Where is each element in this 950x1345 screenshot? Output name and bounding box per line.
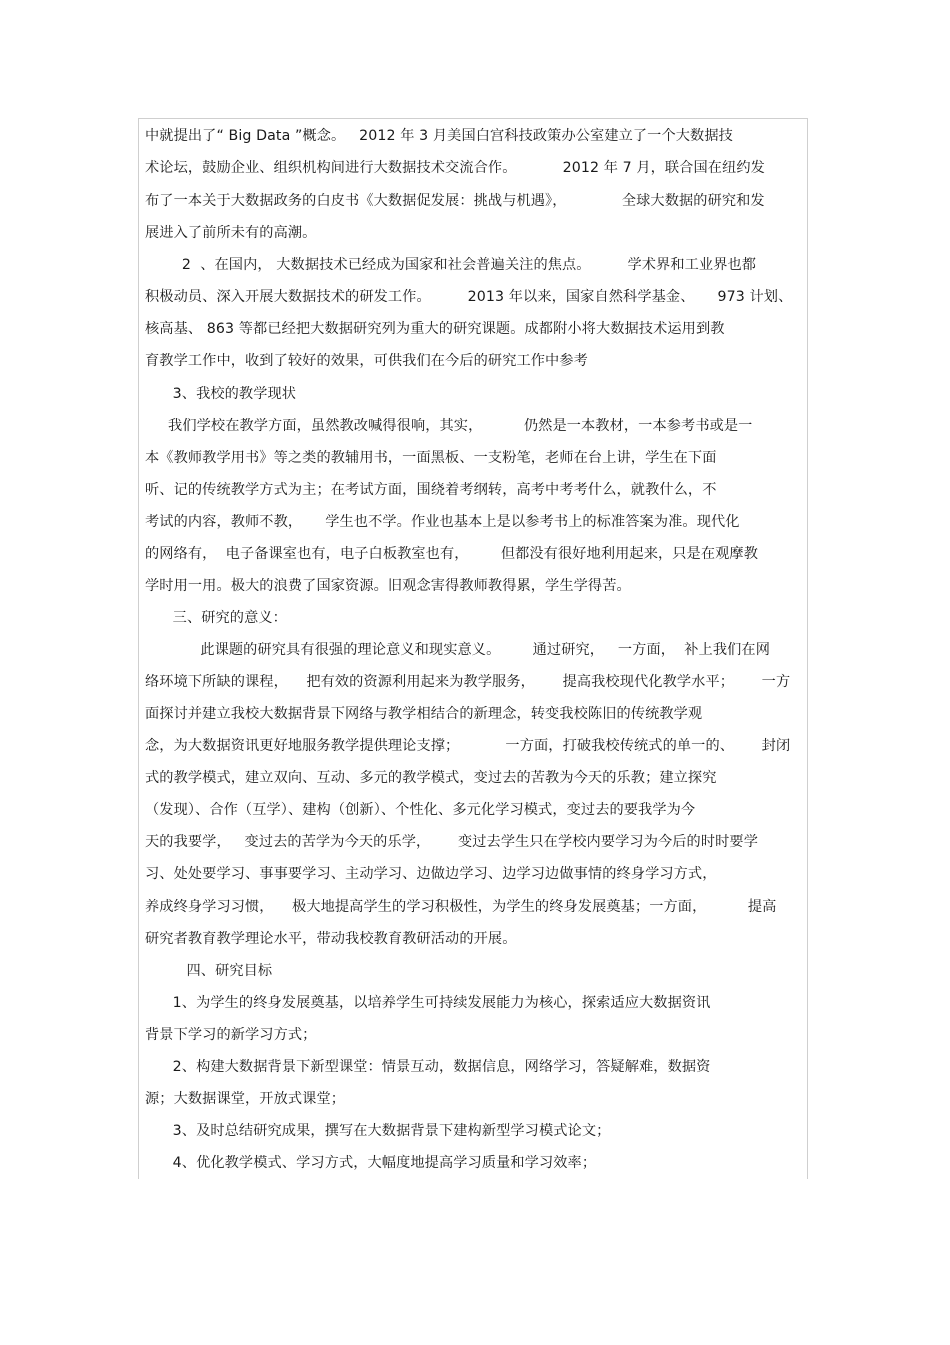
section-heading: 三、研究的意义： xyxy=(145,610,287,626)
text-line: 学时用一用。极大的浪费了国家资源。旧观念害得教师教得累，学生学得苦。 xyxy=(145,578,631,594)
text-line: 面探讨并建立我校大数据背景下网络与教学相结合的新理念，转变我校陈旧的传统教学观 xyxy=(145,706,703,722)
list-item: 1、为学生的终身发展奠基，以培养学生可持续发展能力为核心，探索适应大数据资讯 xyxy=(145,995,711,1011)
text-line: 积极动员、深入开展大数据技术的研发工作。 2013 年以来，国家自然科学基金、 973 计划、 xyxy=(145,289,793,305)
text-line: 本《教师教学用书》等之类的教辅用书，一面黑板、一支粉笔，老师在台上讲，学生在下面 xyxy=(145,450,717,466)
text-line: 念，为大数据资讯更好地服务教学提供理论支撑； 一方面，打破我校传统式的单一的、 封闭 xyxy=(145,738,791,754)
text-line: 天的我要学， 变过去的苦学为今天的乐学， 变过去学生只在学校内要学习为今后的时时要学 xyxy=(145,834,758,850)
text-line: 背景下学习的新学习方式； xyxy=(145,1027,317,1043)
text-line: 习、处处要学习、事事要学习、主动学习、边做边学习、边学习边做事情的终身学习方式， xyxy=(145,866,717,882)
text-line: 我们学校在教学方面，虽然教改喊得很响，其实， 仍然是一本教材，一本参考书或是一 xyxy=(145,418,753,434)
text-line: 中就提出了“ Big Data ”概念。 2012 年 3 月美国白宫科技政策办公室建立了一个大数据技 xyxy=(145,128,733,144)
text-line: 此课题的研究具有很强的理论意义和现实意义。 通过研究， 一方面， 补上我们在网 xyxy=(145,642,770,658)
text-line: 听、记的传统教学方式为主；在考试方面，围绕着考纲转，高考中考考什么，就教什么，不 xyxy=(145,482,717,498)
text-line: 考试的内容，教师不教， 学生也不学。作业也基本上是以参考书上的标准答案为准。现代化 xyxy=(145,514,740,530)
text-line: 式的教学模式，建立双向、互动、多元的教学模式，变过去的苦教为今天的乐教；建立探究 xyxy=(145,770,717,786)
list-item: 3、及时总结研究成果，撰写在大数据背景下建构新型学习模式论文； xyxy=(145,1123,611,1139)
text-line: （发现）、合作（互学）、建构（创新）、个性化、多元化学习模式，变过去的要我学为今 xyxy=(145,802,696,818)
section-heading: 四、研究目标 xyxy=(145,963,273,979)
text-line: 核高基、 863 等都已经把大数据研究列为重大的研究课题。成都附小将大数据技术运用到教 xyxy=(145,321,725,337)
section-heading: 3、我校的教学现状 xyxy=(145,386,297,402)
list-item: 2、构建大数据背景下新型课堂：情景互动，数据信息，网络学习，答疑解难，数据资 xyxy=(145,1059,711,1075)
text-line: 络环境下所缺的课程， 把有效的资源利用起来为教学服务， 提高我校现代化教学水平； 一方 xyxy=(145,674,791,690)
list-item: 4、优化教学模式、学习方式，大幅度地提高学习质量和学习效率； xyxy=(145,1155,597,1171)
text-line: 2 、在国内， 大数据技术已经成为国家和社会普遍关注的焦点。 学术界和工业界也都 xyxy=(145,257,757,273)
text-line: 养成终身学习习惯， 极大地提高学生的学习积极性，为学生的终身发展奠基；一方面， 提高 xyxy=(145,899,777,915)
text-line: 研究者教育教学理论水平，带动我校教育教研活动的开展。 xyxy=(145,931,517,947)
text-line: 育教学工作中，收到了较好的效果，可供我们在今后的研究工作中参考 xyxy=(145,353,588,369)
text-line: 布了一本关于大数据政务的白皮书《大数据促发展：挑战与机遇》， 全球大数据的研究和发 xyxy=(145,193,765,209)
text-line: 的网络有， 电子备课室也有，电子白板教室也有， 但都没有很好地利用起来，只是在观摩教 xyxy=(145,546,758,562)
text-line: 展进入了前所未有的高潮。 xyxy=(145,225,317,241)
text-line: 术论坛，鼓励企业、组织机构间进行大数据技术交流合作。 2012 年 7 月，联合国在纽约发 xyxy=(145,160,765,176)
text-line: 源；大数据课堂，开放式课堂； xyxy=(145,1091,346,1107)
